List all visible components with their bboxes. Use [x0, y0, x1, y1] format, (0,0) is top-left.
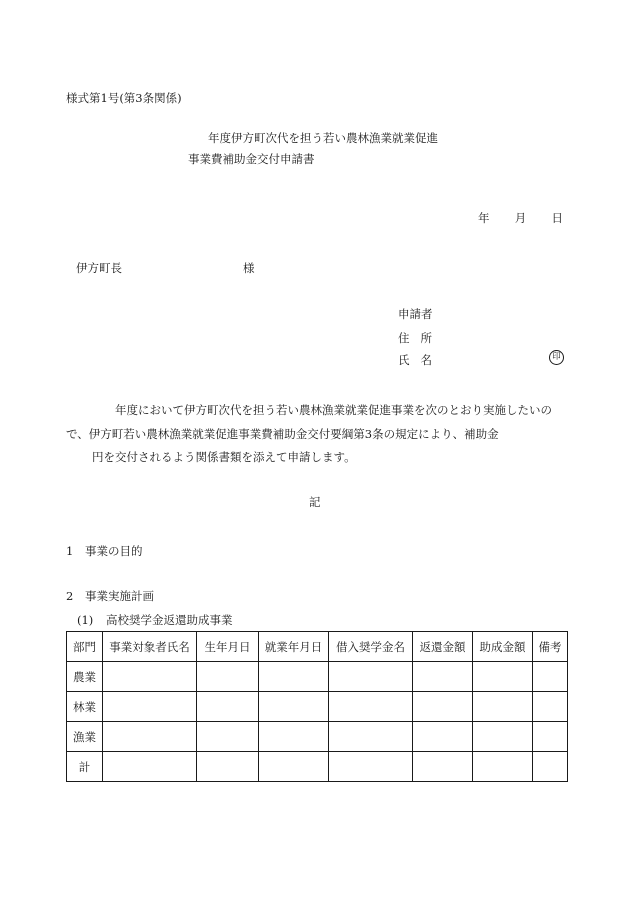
date-line [478, 210, 563, 226]
table-cell [533, 722, 568, 752]
section2-number: 2 [66, 589, 74, 603]
table-cell [413, 662, 473, 692]
date-year: 年 [478, 211, 490, 225]
table-cell [533, 692, 568, 722]
row-label-total: 計 [67, 752, 103, 782]
table-cell [473, 722, 533, 752]
body-line2: で、伊方町若い農林漁業就業促進事業費補助金交付要綱第3条の規定により、補助金 [66, 427, 499, 441]
applicant-name-label [398, 352, 432, 368]
table-row [67, 692, 568, 722]
table-header-row [67, 632, 568, 662]
body-line3: 円を交付されるよう関係書類を添えて申請します。 [92, 450, 356, 464]
date-month: 月 [514, 211, 527, 225]
table-cell [103, 692, 197, 722]
table-cell [329, 692, 413, 722]
row-label-forestry: 林業 [67, 692, 103, 722]
date-day: 日 [551, 211, 563, 225]
table-row [67, 722, 568, 752]
table-cell [413, 722, 473, 752]
table-header-cell: 事業対象者氏名 [103, 632, 197, 662]
table-cell [103, 722, 197, 752]
table-cell [329, 752, 413, 782]
row-label-fishery: 漁業 [67, 722, 103, 752]
table-cell [473, 752, 533, 782]
table-cell [329, 722, 413, 752]
seal-mark: 印 [549, 350, 564, 365]
row-label-agriculture: 農業 [67, 662, 103, 692]
section1-label: 事業の目的 [85, 544, 143, 558]
ki-heading: 記 [309, 495, 321, 509]
table-row [67, 752, 568, 782]
table-header-cell: 備考 [533, 632, 568, 662]
table-header-cell: 就業年月日 [259, 632, 329, 662]
table-row [67, 662, 568, 692]
table-cell [197, 662, 259, 692]
section2-heading [66, 588, 154, 604]
section1-number: 1 [66, 544, 74, 558]
table-header-cell: 部門 [67, 632, 103, 662]
name-label-char1: 氏 [398, 353, 410, 367]
body-line1: 年度において伊方町次代を担う若い農林漁業就業促進事業を次のとおり実施したいの [115, 403, 552, 417]
table-cell [473, 662, 533, 692]
addressee-honorific: 様 [243, 261, 255, 275]
table-header-cell: 助成金額 [473, 632, 533, 662]
address-label-char1: 住 [398, 331, 410, 345]
table-cell [259, 662, 329, 692]
table-cell [413, 692, 473, 722]
applicant-label: 申請者 [398, 307, 433, 321]
table-header-cell: 借入奨学金名 [329, 632, 413, 662]
applicant-address-label [398, 330, 432, 346]
table-cell [533, 752, 568, 782]
subsection-label: 高校奨学金返還助成事業 [106, 613, 233, 627]
addressee-name: 伊方町長 [76, 261, 122, 275]
section2-label: 事業実施計画 [85, 589, 154, 603]
name-label-char2: 名 [420, 353, 432, 367]
table-cell [533, 662, 568, 692]
address-label-char2: 所 [420, 331, 432, 345]
table-cell [413, 752, 473, 782]
table-cell [197, 752, 259, 782]
table-cell [259, 752, 329, 782]
table-cell [259, 722, 329, 752]
scholarship-table [66, 631, 568, 782]
table-cell [103, 752, 197, 782]
subsection-number: (1) [77, 613, 94, 627]
table-cell [329, 662, 413, 692]
table-cell [259, 692, 329, 722]
subsection-heading [77, 612, 233, 628]
table-cell [473, 692, 533, 722]
table-header-cell: 生年月日 [197, 632, 259, 662]
document-title-line2: 事業費補助金交付申請書 [188, 152, 315, 166]
form-number: 様式第1号(第3条関係) [66, 91, 182, 105]
section1-heading [66, 543, 143, 559]
table-header-cell: 返還金額 [413, 632, 473, 662]
document-title-line1: 年度伊方町次代を担う若い農林漁業就業促進 [208, 131, 438, 145]
table-cell [103, 662, 197, 692]
table-cell [197, 692, 259, 722]
table-cell [197, 722, 259, 752]
